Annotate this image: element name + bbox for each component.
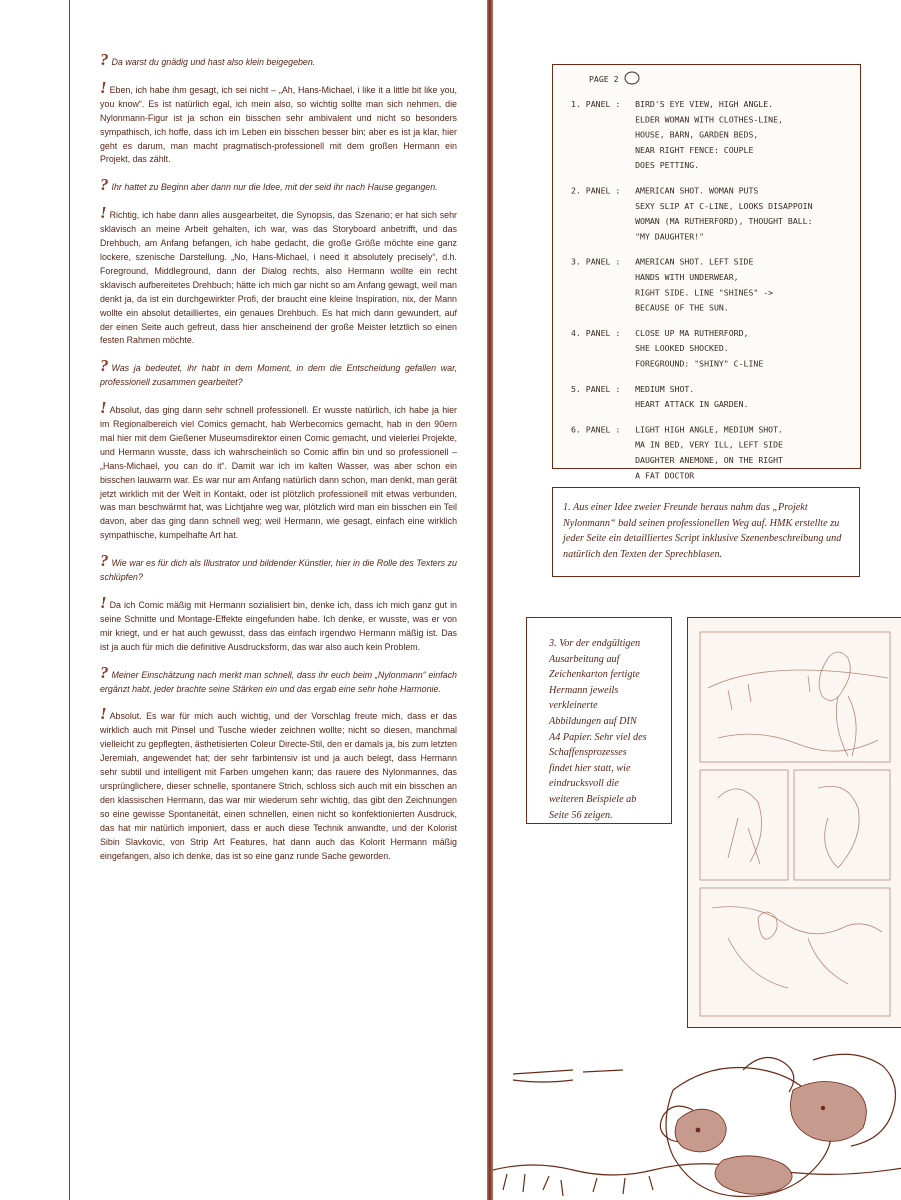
script-line: NEAR RIGHT FENCE: COUPLE xyxy=(571,144,754,155)
script-line: 2. PANEL : AMERICAN SHOT. WOMAN PUTS xyxy=(571,185,759,196)
interview-answer xyxy=(100,77,457,167)
question-mark-icon: ? xyxy=(100,175,109,195)
script-line: ELDER WOMAN WITH CLOTHES-LINE, xyxy=(571,114,783,125)
interview-question xyxy=(100,356,457,390)
script-line: BECAUSE OF THE SUN. xyxy=(571,302,729,313)
script-line: "MY DAUGHTER!" xyxy=(571,231,705,242)
pencil-sketch-image xyxy=(687,617,901,1028)
script-line: DOES PETTING. xyxy=(571,160,700,171)
question-mark-icon: ? xyxy=(100,50,109,69)
caption-1: 1. Aus einer Idee zweier Freunde heraus nahm das „Projekt Nylonmann“ bald seinen professionellen Weg auf. HMK erstellte zu jeder Seite ein detailliertes Script inklusive Szenenbeschreibung und natürlich den Texten der Sprechblasen. xyxy=(552,487,860,577)
interview-text: Da warst du gnädig und hast also klein beigegeben. xyxy=(111,57,316,67)
interview-text: Absolut. Es war für mich auch wichtig, und der Vorschlag freute mich, dass er das wirklich auch mit Pinsel und Tusche wieder zeichnen wollte; nicht so diesen, manchmal vielleicht zu gepflegten, ästhetisierten Coleur Directe-Stil, den er damals ja, bis zum letzten Jeremiah, angewendet hat; der sehr farbintensiv ist und ja auch belegt, dass Hermann sehr subtil und intelligent mit Farben umgehen kann; das rauere des Nylonmannes, das ursprünglichere, dieser schnelle, spontanere Strich, schloss sich auch mit ein bisschen an den klassischen Hermann, das war mir wiederum sehr wichtig, das gibt den Zeichnungen so eine gewisse Spontaneität, einen schnellen, einen nicht so konfektionierten Ausdruck, das hat mir natürlich imponiert, dass er auch diese Technik anwandte, und der Kolorist Sibin Slavkovic, von Strip Art Features, hat dann auch das Kolorit Hermann mäßig eingefangen, also ich denke, das ist so eine ganz runde Sache geworden. xyxy=(100,711,457,861)
interview-text: Ihr hattet zu Beginn aber dann nur die Idee, mit der seid ihr nach Hause gegangen. xyxy=(111,182,438,193)
script-line: WOMAN (MA RUTHERFORD), THOUGHT BALL: xyxy=(571,216,813,227)
interview-text: Wie war es für dich als Illustrator und bildender Künstler, hier in die Rolle des Texters zu schlüpfen? xyxy=(100,558,457,583)
exclamation-mark-icon: ! xyxy=(100,77,107,97)
script-line: HEART ATTACK IN GARDEN. xyxy=(571,399,749,410)
script-line: 4. PANEL : CLOSE UP MA RUTHERFORD, xyxy=(571,327,749,338)
script-line: FOREGROUND: "SHINY" C-LINE xyxy=(571,358,764,369)
interview-text: Richtig, ich habe dann alles ausgearbeitet, die Synopsis, das Szenario; er hat sich sehr sklavisch an meine Arbeit gehalten, ich war, was das Storyboard anbetrifft, und das Drehbuch, am Anfang befangen, ich habe gedacht, die große Größe möchte eine ganz lockere, szenische Darstellung. „No, Hans-Michael, i need it absolutely precisely“, d.h. Foreground, Middleground, dann der Dialog rechts, also Hermann wollte ein recht sklavisch aufbereitetes Drehbuch; hätte ich mich gar nicht so am Anfang gewagt, weil man denkt ja, da ist ein durchgewirkter Profi, der braucht eine kleine Inspiration, nix, der Mann wollte ein absolut detailliertes, ein genaues Drehbuch. Es hat mich dann gewundert, auf der einen Seite auch gefreut, dass hier anscheinend der große Meister letztlich so einen festen Rahmen möchte. xyxy=(100,210,457,346)
script-manuscript-drawing xyxy=(553,65,860,481)
ram-drawing xyxy=(493,1050,900,1200)
question-mark-icon: ? xyxy=(100,662,109,682)
caption-3: 3. Vor der endgültigen Ausarbeitung auf Zeichenkarton fertigte Hermann jeweils verkleinerte Abbildungen auf DIN A4 Papier. Sehr viel des Schaffensprozesses findet hier statt, wie eindrucksvoll die weiteren Beispiele ab Seite 56 zeigen. xyxy=(526,617,672,824)
exclamation-mark-icon: ! xyxy=(100,398,107,418)
script-line: SEXY SLIP AT C-LINE, LOOKS DISAPPOIN xyxy=(571,200,813,211)
question-mark-icon: ? xyxy=(100,356,109,376)
question-mark-icon: ? xyxy=(100,551,109,571)
script-line: DAUGHTER ANEMONE, ON THE RIGHT xyxy=(571,455,783,465)
interview-question xyxy=(100,50,457,70)
script-line: MA IN BED, VERY ILL, LEFT SIDE xyxy=(571,439,783,450)
interview-text: Absolut, das ging dann sehr schnell professionell. Er wusste natürlich, ich habe ja hier im Regionalbereich viel Comics gemacht, hab Werbecomics gemacht, hab in den 90ern mal hier mit dem Gießener Museumsdirektor einen Comic gemacht, und vielerlei Projekte, und Hermann wusste, dass ich wahrscheinlich so Comic affin bin und so professionell – „Hans-Michael, you can do it“. Damit war ich im kalten Wasser, was aber schon ein bisschen lauwarm war. Es war nur am Anfang natürlich dann schon, man denkt, man gerät jetzt wirklich mit der Welt in Kontakt, oder ist plötzlich professionell mit etwas verbunden, was man beschwärmt hat, was Lichtjahre weg war, plötzlich wird man ein bisschen ein Teil davon, aber das ging dann schnell weg; weil Hermann, wie gesagt, einfach eine wirklich sympathische, kumpelhafte Art hat. xyxy=(100,405,457,541)
exclamation-mark-icon: ! xyxy=(100,593,107,612)
script-line: 3. PANEL : AMERICAN SHOT. LEFT SIDE xyxy=(571,256,754,267)
interview-answer xyxy=(100,203,457,348)
interview-answer xyxy=(100,593,457,655)
script-line: 6. PANEL : LIGHT HIGH ANGLE, MEDIUM SHOT. xyxy=(571,424,783,435)
script-line: 5. PANEL : MEDIUM SHOT. xyxy=(571,383,695,394)
script-line: HANDS WITH UNDERWEAR, xyxy=(571,272,739,282)
pencil-sketch-drawing xyxy=(688,618,901,1027)
exclamation-mark-icon: ! xyxy=(100,203,107,223)
script-line: 1. PANEL : BIRD'S EYE VIEW, HIGH ANGLE. xyxy=(571,99,774,109)
script-heading: PAGE 2 xyxy=(589,74,619,84)
script-manuscript-image xyxy=(552,64,861,481)
interview-text: Da ich Comic mäßig mit Hermann sozialisiert bin, denke ich, dass ich mich ganz gut in seine Schnitte und Montage-Effekte eingefunden habe. Ich denke, er wusste, was er von mir kriegt, und er hat auch gewusst, dass das einfach irgendwo Hermann mäßig ist. Das ist ja auch für mich die definitive Ausdrucksform, das war also auch kein Problem. xyxy=(100,600,457,652)
script-line: RIGHT SIDE. LINE "SHINES" -> xyxy=(571,287,774,298)
left-margin-rule xyxy=(69,0,70,1200)
interview-answer xyxy=(100,704,457,863)
script-line: A FAT DOCTOR xyxy=(571,470,695,481)
script-lines xyxy=(571,99,813,480)
interview-question xyxy=(100,175,457,195)
script-line: HOUSE, BARN, GARDEN BEDS, xyxy=(571,129,759,140)
interview-text: Eben, ich habe ihm gesagt, ich sei nicht – „Ah, Hans-Michael, i like it a little bit like you, you know“. Es ist natürlich egal, ich mein also, so wichtig sollte man sich nehmen, die Nylonmann-Figur ist ja schon ein bisschen sehr ambivalent und nicht so besonders sympathisch, ich hoffe, dass ich im Leben ein bisschen besser bin; aber es ist ja klar, hier geht es darum, man macht pragmatisch-professionell mit dem großen Hermann ein Projekt, das zählt. xyxy=(100,84,457,165)
script-line: SHE LOOKED SHOCKED. xyxy=(571,343,729,354)
interview-answer xyxy=(100,398,457,543)
interview-text: Meiner Einschätzung nach merkt man schnell, dass ihr euch beim „Nylonmann“ einfach ergänzt habt, jeder brachte seine Stärken ein und das ergab eine sehr hohe Harmonie. xyxy=(100,669,457,694)
interview-text: Was ja bedeutet, ihr habt in dem Moment, in dem die Entscheidung gefallen war, professionell zusammen gearbeitet? xyxy=(100,363,457,388)
interview-column xyxy=(100,50,457,876)
comic-illustration-ram xyxy=(493,1050,900,1200)
interview-question xyxy=(100,551,457,585)
interview-question xyxy=(100,662,457,697)
exclamation-mark-icon: ! xyxy=(100,704,107,724)
